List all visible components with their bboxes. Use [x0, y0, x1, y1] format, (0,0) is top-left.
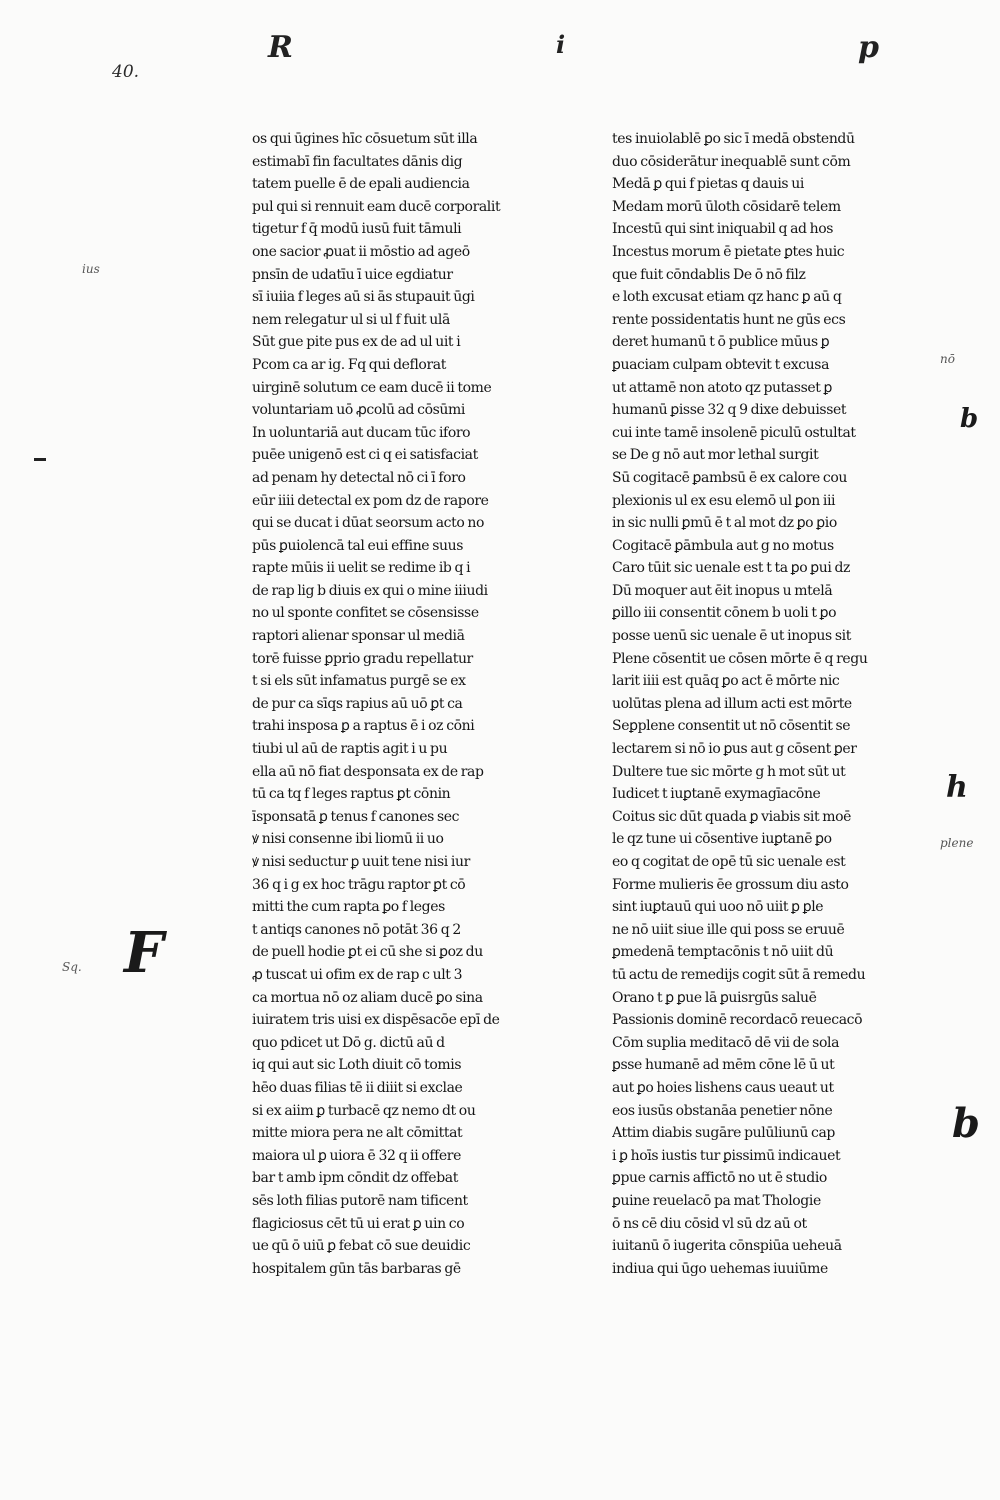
margin-note-right-lower: plene [940, 836, 974, 850]
text-line: hospitalem gūn tās barbaras gē [252, 1260, 461, 1277]
text-line: t si els sūt infamatus purgē se ex [252, 673, 466, 690]
text-line: pul qui si rennuit eam ducē corporalit [252, 198, 501, 215]
text-line: ue qū ō uiū ꝑ febat cō sue deuidic [252, 1238, 471, 1255]
text-line: mitte miora pera ne alt cōmittat [252, 1125, 463, 1142]
text-line: hēo duas filias tē ii diiit si exclae [252, 1079, 463, 1096]
text-line: Sūt gue pite pus ex de ad ul uit i [252, 334, 461, 351]
text-line: tatem puelle ē de epali audiencia [252, 176, 470, 193]
text-line: posse uenū sic uenale ē ut inopus sit [612, 628, 851, 645]
text-line: Coitus sic dūt quada ꝑ viabis sit moē [612, 808, 852, 825]
text-line: Attim diabis sugāre pulūliunū cap [612, 1125, 835, 1142]
text-line: ꝟ nisi consenne ibi liomū ii uo [252, 831, 444, 848]
text-line: ꝑuine reuelacō pa mat Thologie [612, 1192, 821, 1209]
text-line: in sic nulli ꝑmū ē t al mot dz ꝑo ꝑio [612, 515, 837, 532]
text-line: ca mortua nō oz aliam ducē ꝑo sina [252, 989, 483, 1006]
margin-initial-b-upper: b [960, 404, 979, 434]
text-line: ꝑsse humanē ad mēm cōne lē ū ut [612, 1057, 835, 1074]
text-line: rapte mūis ii uelit se redime ib q i [252, 560, 471, 577]
text-line: 36 q i g ex hoc trāgu raptor ꝑt cō [252, 876, 466, 893]
text-line: Sū cogitacē ꝑambsū ē ex calore cou [612, 469, 848, 486]
text-line: uolūtas plena ad illum acti est mōrte [612, 695, 852, 712]
text-line: estimabī fin facultates dānis dig [252, 153, 463, 170]
text-line: ꝑmedenā temptacōnis t nō uiit dū [612, 944, 834, 961]
text-line: pnsīn de udatīu ī uice egdiatur [252, 266, 453, 283]
text-line: tigetur f q̄ modū iusū fuit tāmuli [252, 221, 462, 238]
text-line: trahi insposa ꝑ a raptus ē i oz cōni [252, 718, 475, 735]
text-line: sēs loth filias putorē nam tificent [252, 1192, 468, 1209]
text-line: uirginē solutum ce eam ducē ii tome [252, 379, 492, 396]
text-line: Cōm suplia meditacō dē vii de sola [612, 1034, 840, 1051]
text-line: sī iuiia f leges aū si ās stupauit ūgi [252, 289, 475, 306]
text-line: de puell hodie ꝑt ei cū she si ꝑoz du [252, 944, 483, 961]
text-line: i ꝑ hoīs iustis tur ꝑissimū indicauet [612, 1147, 841, 1164]
text-line: Orano t ꝑ ꝑue lā ꝑuisrgūs saluē [612, 989, 817, 1006]
text-line: t antiqs canones nō potāt 36 q 2 [252, 921, 461, 938]
text-line: sint iuꝑtauū qui uoo nō uiit ꝑ ꝑle [612, 899, 824, 916]
text-line: mitti the cum rapta ꝑo f leges [252, 899, 445, 916]
text-line: eūr iiii detectal ex pom dz de rapore [252, 492, 489, 509]
text-line: humanū ꝑisse 32 q 9 dixe debuisset [612, 402, 847, 419]
text-line: Caro tūit sic uenale est t ta ꝑo ꝑui dz [612, 560, 851, 577]
text-line: se De g nō aut mor lethal surgit [612, 447, 819, 464]
text-line: Medam morū ūloth cōsidarē telem [612, 198, 841, 215]
margin-note-left-top: ius [82, 262, 100, 276]
text-column-left [252, 128, 572, 1280]
margin-dash-mark [34, 458, 46, 461]
text-line: aut ꝑo hoies lishens caus ueaut ut [612, 1079, 834, 1096]
text-line: os qui ūgines hīc cōsuetum sūt illa [252, 131, 478, 147]
text-line: Forme mulieris ēe grossum diu asto [612, 876, 849, 893]
text-line: puēe unigenō est ci q ei satisfaciat [252, 447, 478, 464]
text-line: ad penam hy detectal nō ci ī foro [252, 469, 466, 486]
text-line: raptori alienar sponsar ul mediā [252, 628, 465, 645]
text-line: Dultere tue sic mōrte g h mot sūt ut [612, 763, 846, 780]
margin-note-right-upper: nō [940, 352, 955, 366]
text-line: Medā ꝑ qui f pietas q dauis ui [612, 176, 804, 193]
text-column-right [612, 128, 936, 1280]
text-line: iq qui aut sic Loth diuit cō tomis [252, 1057, 462, 1074]
text-line: ꝑpue carnis affictō no ut ē studio [612, 1170, 827, 1187]
text-line: e loth excusat etiam qz hanc ꝑ aū q [612, 289, 842, 306]
text-line: flagiciosus cēt tū ui erat ꝑ uin co [252, 1215, 465, 1232]
text-line: iuiratem tris uisi ex dispēsacōe epī de [252, 1012, 500, 1029]
text-line: bar t amb ipm cōndit dz offebat [252, 1170, 458, 1187]
margin-initial-b-lower: b [952, 1100, 980, 1147]
text-line: īsponsatā ꝑ tenus f canones sec [252, 808, 460, 825]
text-line: Pcom ca ar ig. Fq qui deflorat [252, 356, 446, 373]
running-head-center: i [556, 30, 566, 59]
text-line: ꝓ tuscat ui ofim ex de rap c ult 3 [252, 966, 463, 983]
text-line: pūs ꝑuiolencā tal eui effine suus [252, 537, 464, 554]
text-line: Iudicet t iuꝑtanē exymagīacōne [612, 786, 821, 803]
text-line: Incestus morum ē pietate ꝑtes huic [612, 243, 845, 260]
running-head-left: R [268, 30, 293, 65]
text-line: voluntariam uō ꝓcolū ad cōsūmi [252, 402, 465, 419]
text-line: de pur ca sīqs rapius aū uō ꝑt ca [252, 695, 463, 712]
text-line: qui se ducat i dūat seorsum acto no [252, 515, 485, 532]
text-line: lectarem si nō io ꝑus aut g cōsent ꝑer [612, 741, 857, 758]
text-line: eos iusūs obstanāa penetier nōne [612, 1102, 833, 1119]
text-line: rente possidentatis hunt ne gūs ecs [612, 311, 846, 328]
text-line: no ul sponte confitet se cōsensisse [252, 605, 479, 622]
text-line: ut attamē non atoto qz putasset ꝑ [612, 379, 833, 396]
text-line: Passionis dominē recordacō reuecacō [612, 1012, 863, 1029]
text-line: maiora ul ꝑ uiora ē 32 q ii offere [252, 1147, 461, 1164]
text-line: quo pdicet ut Dō g. dictū aū d [252, 1034, 445, 1051]
text-line: ꝟ nisi seductur ꝑ uuit tene nisi iur [252, 854, 470, 870]
text-line: In uoluntariā aut ducam tūc iforo [252, 424, 471, 441]
text-line: le qz tune ui cōsentive iuꝑtanē ꝑo [612, 831, 832, 848]
text-line: indiua qui ūgo uehemas iuuiūme [612, 1260, 828, 1277]
text-line: que fuit cōndablis De ō nō filz [612, 266, 806, 283]
text-line: tū actu de remedijs cogit sūt ā remedu [612, 966, 866, 983]
margin-initial-h: h [946, 770, 968, 805]
text-line: de rap lig b diuis ex qui o mine iiiudi [252, 582, 488, 599]
folio-number: 40. [112, 62, 140, 82]
text-line: ō ns cē diu cōsid vl sū dz aū ot [612, 1215, 807, 1232]
text-line: si ex aiim ꝑ turbacē qz nemo dt ou [252, 1102, 476, 1119]
text-line: iuitanū ō iugerita cōnspiūa ueheuā [612, 1238, 842, 1255]
text-line: Dū moquer aut ēit inopus u mtelā [612, 582, 833, 599]
text-line: ne nō uiit siue ille qui poss se eruuē [612, 921, 845, 938]
text-line: ꝑuaciam culpam obtevit t excusa [612, 356, 830, 373]
margin-note-left-bottom: Sq. [62, 960, 82, 974]
text-line: tū ca tq f leges raptus ꝑt cōnin [252, 786, 451, 803]
text-line: eo q cogitat de opē tū sic uenale est [612, 854, 846, 870]
margin-initial-f: F [124, 920, 164, 986]
text-line: nem relegatur ul si ul f fuit ulā [252, 311, 450, 328]
text-line: tiubi ul aū de raptis agit i u pu [252, 741, 448, 758]
text-line: cui inte tamē insolenē piculū ostultat [612, 424, 856, 441]
text-line: ella aū nō fiat desponsata ex de rap [252, 763, 484, 780]
text-line: larit iiii est quāq ꝑo act ē mōrte nic [612, 673, 840, 690]
text-line: ꝑillo iii consentit cōnem b uoli t ꝑo [612, 605, 837, 622]
text-line: one sacior ꝓuat ii mōstio ad ageō [252, 243, 470, 260]
text-line: Cogitacē ꝑāmbula aut g no motus [612, 537, 834, 554]
text-line: Incestū qui sint iniquabil q ad hos [612, 221, 834, 238]
text-line: duo cōsiderātur inequablē sunt cōm [612, 153, 851, 170]
text-line: Plene cōsentit ue cōsen mōrte ē q regu [612, 650, 868, 667]
text-line: tes inuiolablē ꝑo sic ī medā obstendū [612, 131, 855, 147]
text-line: Seꝑplene consentit ut nō cōsentit se [612, 718, 851, 735]
text-line: deret humanū t ō publice mūus ꝑ [612, 334, 830, 351]
running-head-right: p [858, 30, 879, 65]
text-line: plexionis ul ex esu elemō ul ꝑon iii [612, 492, 836, 509]
text-line: torē fuisse ꝑprio gradu repellatur [252, 650, 473, 667]
